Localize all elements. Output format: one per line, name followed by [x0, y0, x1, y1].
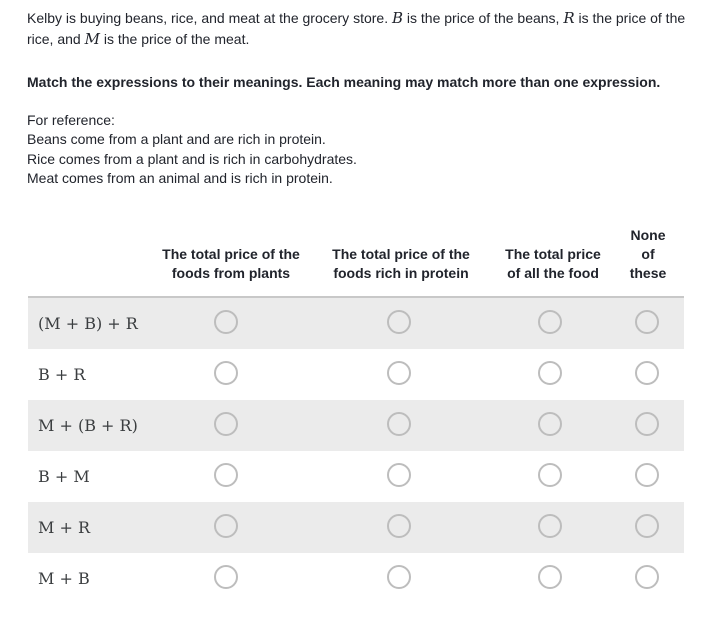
expression-label: B + R: [38, 365, 86, 384]
radio-protein[interactable]: [387, 361, 411, 385]
radio-none[interactable]: [635, 514, 659, 538]
radio-all-food[interactable]: [538, 463, 562, 487]
reference-line-rice: Rice comes from a plant and is rich in carbohydrates.: [27, 150, 357, 167]
column-header-line: The total price of the: [332, 246, 470, 262]
radio-plants[interactable]: [214, 463, 238, 487]
radio-none[interactable]: [635, 463, 659, 487]
intro-text: is the price of the beans,: [403, 10, 564, 26]
intro-text: is the price of the rice, and: [27, 10, 686, 47]
radio-protein[interactable]: [387, 412, 411, 436]
expression-label: M + (B + R): [38, 416, 138, 435]
expression-label: (M + B) + R: [38, 314, 138, 333]
variable-m: M: [84, 30, 100, 48]
column-header-plants: [158, 245, 304, 283]
matching-matrix: [28, 218, 684, 604]
reference-block: [27, 111, 697, 188]
expression-label: M + R: [38, 518, 91, 537]
reference-line-meat: Meat comes from an animal and is rich in protein.: [27, 169, 333, 186]
matrix-row: [28, 400, 684, 451]
radio-all-food[interactable]: [538, 361, 562, 385]
column-header-line: The total price of the: [162, 246, 300, 262]
radio-plants[interactable]: [214, 565, 238, 589]
column-header-line: The total price: [505, 246, 601, 262]
matrix-row: [28, 502, 684, 553]
radio-plants[interactable]: [214, 361, 238, 385]
matrix-header: [28, 218, 684, 298]
radio-all-food[interactable]: [538, 514, 562, 538]
column-header-none: [623, 226, 673, 283]
radio-none[interactable]: [635, 412, 659, 436]
column-header-line: these: [629, 265, 667, 281]
radio-protein[interactable]: [387, 565, 411, 589]
radio-plants[interactable]: [214, 310, 238, 334]
radio-protein[interactable]: [387, 514, 411, 538]
reference-heading: For reference:: [27, 112, 115, 128]
column-header-line: of: [641, 246, 655, 262]
radio-all-food[interactable]: [538, 412, 562, 436]
radio-none[interactable]: [635, 565, 659, 589]
radio-all-food[interactable]: [538, 310, 562, 334]
matrix-row: [28, 553, 684, 604]
question-area: [27, 8, 697, 188]
column-header-line: foods rich in protein: [333, 265, 469, 281]
variable-r: R: [563, 9, 575, 27]
radio-plants[interactable]: [214, 412, 238, 436]
reference-line-beans: Beans come from a plant and are rich in protein.: [27, 131, 326, 148]
matrix-row: [28, 451, 684, 502]
instructions: Match the expressions to their meanings. Each meaning may match more than one expression.: [27, 74, 661, 90]
column-header-protein: [328, 245, 474, 283]
column-header-line: of all the food: [507, 265, 599, 281]
expression-label: B + M: [38, 467, 90, 486]
intro-text: is the price of the meat.: [99, 31, 250, 47]
matrix-row: [28, 298, 684, 349]
radio-all-food[interactable]: [538, 565, 562, 589]
variable-b: B: [391, 9, 404, 27]
column-header-all-food: [493, 245, 613, 283]
problem-statement: [27, 8, 697, 50]
radio-plants[interactable]: [214, 514, 238, 538]
expression-label: M + B: [38, 569, 90, 588]
radio-none[interactable]: [635, 310, 659, 334]
column-header-line: foods from plants: [171, 265, 291, 281]
radio-protein[interactable]: [387, 310, 411, 334]
radio-protein[interactable]: [387, 463, 411, 487]
intro-text: Kelby is buying beans, rice, and meat at the grocery store.: [27, 10, 392, 26]
radio-none[interactable]: [635, 361, 659, 385]
matrix-row: [28, 349, 684, 400]
column-header-line: None: [630, 227, 666, 243]
